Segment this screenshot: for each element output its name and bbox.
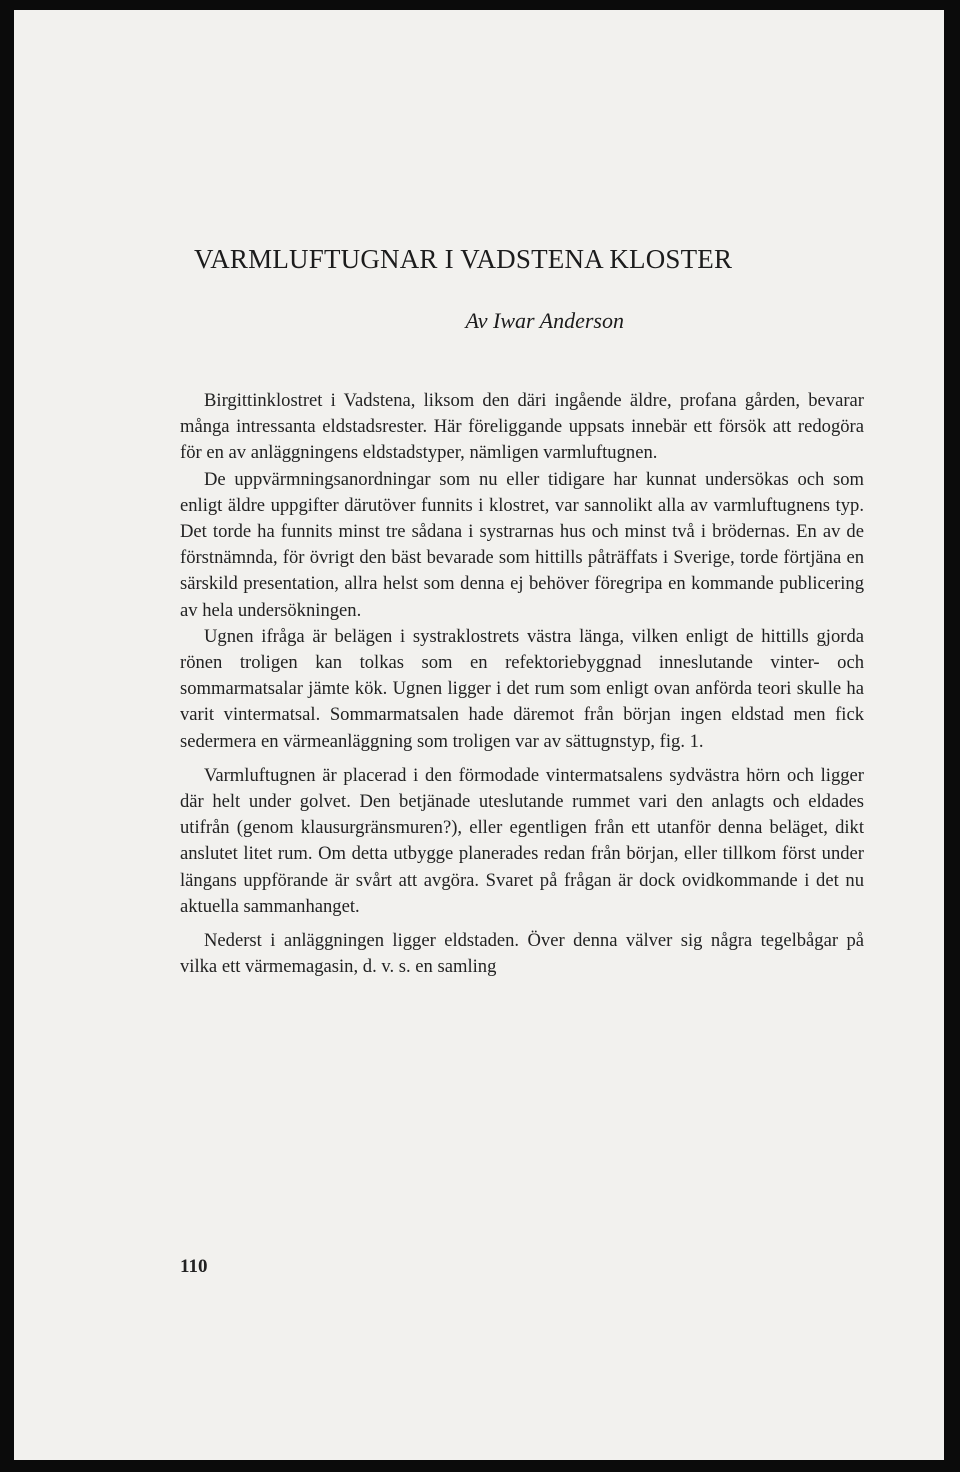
page-number: 110 (180, 1256, 208, 1277)
article-body (180, 388, 864, 980)
paragraph: Ugnen ifråga är belägen i systraklostrets västra länga, vilken enligt de hittills gjorda rönen troligen kan tolkas som en refektoriebyggnad inneslutande vinter- och sommarmatsalar jämte kök. Ugnen ligger i det rum som enligt ovan anförda teori skulle ha varit vintermatsal. Sommarmatsalen hade däremot från början ingen eldstad men fick sedermera en värmeanläggning som troligen var av sättugnstyp, fig. 1. (180, 625, 864, 752)
paragraph: Nederst i anläggningen ligger eldstaden. Över denna välver sig några tegelbågar på vilka ett värmemagasin, d. v. s. en samling (180, 930, 864, 978)
article-author: Av Iwar Anderson (465, 308, 624, 333)
article-title: VARMLUFTUGNAR I VADSTENA KLOSTER (194, 244, 733, 274)
paragraph: Varmluftugnen är placerad i den förmodade vintermatsalens sydvästra hörn och ligger där helt under golvet. Den betjänade uteslutande rummet vari den anlagts och eldades utifrån (genom klausurgränsmuren?), eller egentligen från ett utanför denna beläget, dikt anslutet litet rum. Om detta utbygge planerades redan från början, eller tillkom först under längans uppförande är svårt att avgöra. Svaret på frågan är dock ovidkommande i det nu aktuella sammanhanget. (180, 764, 864, 917)
document-page (14, 10, 944, 1460)
paragraph: Birgittinklostret i Vadstena, liksom den däri ingående äldre, profana gården, bevarar många intressanta eldstadsrester. Här föreliggande uppsats innebär ett försök att redogöra för en av anläggningens eldstadstyper, nämligen varmluftugnen. (180, 390, 864, 464)
paragraph: De uppvärmningsanordningar som nu eller tidigare har kunnat undersökas och som enligt äldre uppgifter därutöver funnits i klostret, var sannolikt alla av varmluftugnens typ. Det torde ha funnits minst tre sådana i systrarnas hus och minst två i brödernas. En av de förstnämnda, för övrigt den bäst bevarade som hittills påträffats i Sverige, torde förtjäna en särskild presentation, allra helst som denna ej behöver föregripa en kommande publicering av hela undersökningen. (180, 468, 864, 621)
